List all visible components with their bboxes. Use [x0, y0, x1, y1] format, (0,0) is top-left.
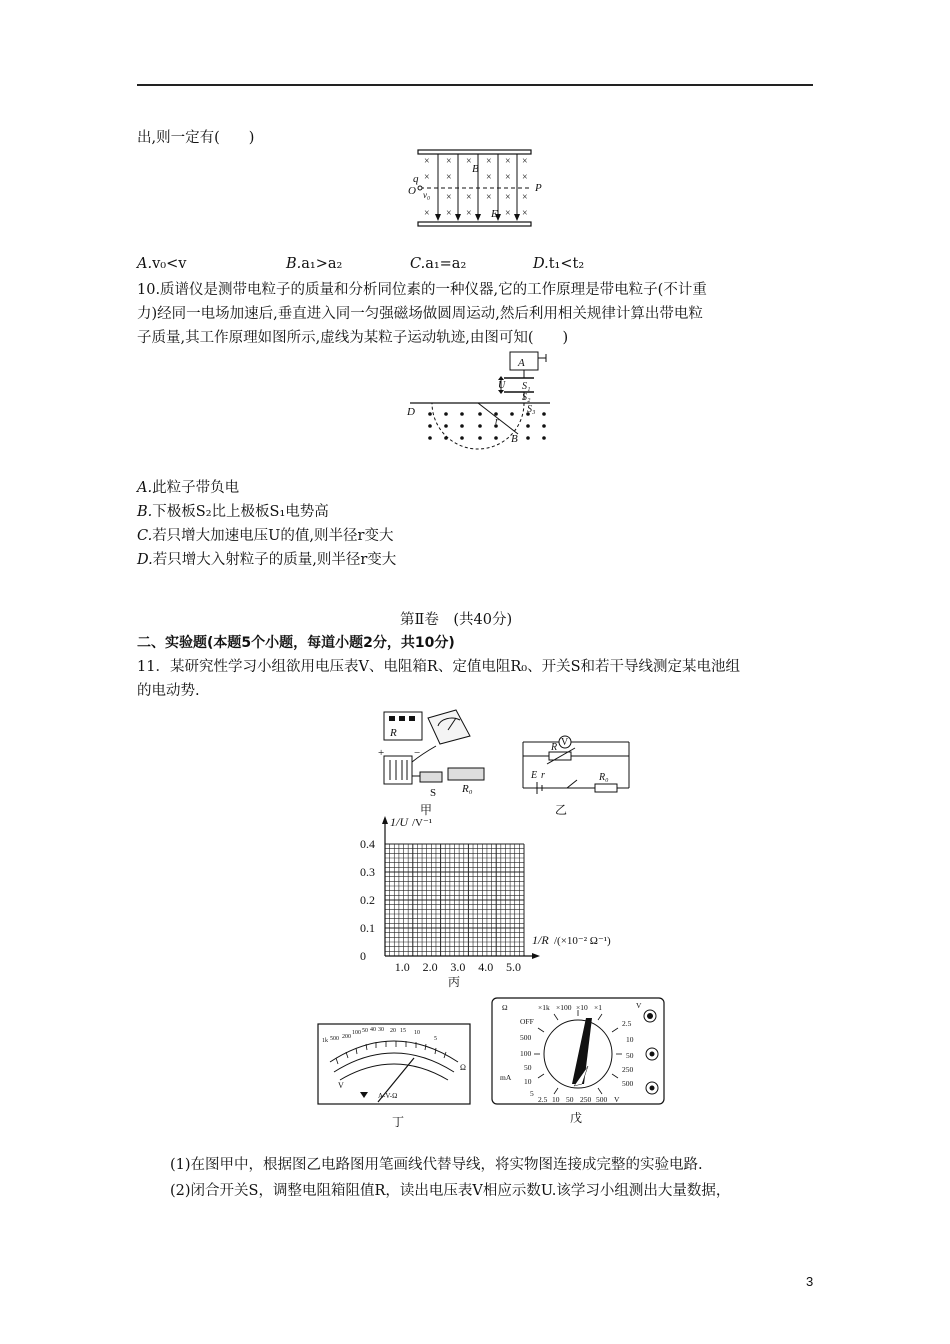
q10-option-a: A.此粒子带负电: [137, 480, 240, 496]
q10-option-d: D.若只增大入射粒子的质量,则半径r变大: [137, 552, 397, 568]
ding-label-ohm: Ω: [460, 1063, 466, 1072]
wu-bottom-2-5: 2.5: [538, 1095, 548, 1104]
q9-fig-label-o: O: [408, 185, 416, 197]
svg-text:×: ×: [446, 156, 452, 167]
jia-label-r: R: [390, 727, 397, 739]
bing-y-unit: /V⁻¹: [412, 817, 433, 829]
wu-right-v: V: [636, 1001, 642, 1010]
svg-text:×: ×: [522, 192, 528, 203]
ding-label-avo: A-V-Ω: [378, 1092, 398, 1100]
wu-top-x1k: ×1k: [538, 1003, 550, 1012]
jia-label-plus: +: [378, 747, 385, 759]
bing-caption: 丙: [448, 975, 461, 989]
bing-y-tick-label: 0.4: [360, 837, 375, 851]
wu-bottom-500: 500: [596, 1095, 608, 1104]
q11-fig-ding-meter: [316, 1022, 476, 1132]
ding-label-1k: 1k: [322, 1038, 328, 1044]
q10-option-b: B.下极板S₂比上极板S₁电势高: [137, 504, 329, 520]
bing-x-tick-label: 1.0: [394, 960, 410, 974]
ding-label-10: 10: [414, 1030, 420, 1036]
q11-step-1: (1)在图甲中，根据图乙电路图用笔画线代替导线，将实物图连接成完整的实验电路.: [170, 1157, 703, 1173]
q10-fig-label-s1: S₁: [522, 381, 531, 392]
ding-label-200: 200: [342, 1034, 351, 1040]
q10-fig-label-d: D: [407, 406, 415, 418]
wu-bottom-10: 10: [552, 1095, 560, 1104]
svg-text:×: ×: [424, 172, 430, 183]
part2-title: 第Ⅱ卷 (共40分): [400, 612, 513, 628]
jia-label-s: S: [430, 787, 437, 799]
ding-label-20: 20: [390, 1028, 396, 1034]
yi-label-r-internal: r: [541, 770, 545, 781]
q9-fig-label-b: B: [472, 163, 479, 175]
wu-right-250: 250: [622, 1065, 634, 1074]
svg-text:×: ×: [505, 192, 511, 203]
q11-line-1: 11．某研究性学习小组欲用电压表V、电阻箱R、定值电阻R₀、开关S和若干导线测定某电池组: [137, 659, 740, 675]
q9-stem-tail: 出,则一定有( ): [137, 130, 255, 146]
ding-label-15: 15: [400, 1028, 406, 1034]
q9-fig-label-e: E: [491, 208, 498, 220]
q10-fig-label-b: B: [511, 433, 518, 445]
svg-text:×: ×: [466, 156, 472, 167]
svg-text:×: ×: [446, 192, 452, 203]
wu-left-ma: mA: [500, 1073, 512, 1082]
svg-text:×: ×: [522, 208, 528, 219]
wu-left-50: 50: [524, 1063, 532, 1072]
q10-mass-spectrometer-figure: [400, 348, 560, 448]
jia-label-minus: −: [414, 747, 421, 759]
header-rule: [137, 84, 813, 86]
wu-top-x10: ×10: [576, 1003, 588, 1012]
bing-y-label: 1/U: [390, 815, 408, 829]
q9-option-c: C.a₁=a₂: [410, 256, 467, 272]
svg-text:×: ×: [522, 172, 528, 183]
wu-left-off: OFF: [520, 1017, 534, 1026]
ding-label-v: V: [338, 1081, 344, 1090]
ding-label-40: 40: [370, 1027, 376, 1033]
bing-x-tick-label: 3.0: [450, 960, 466, 974]
q9-option-a: A.v₀<v: [137, 256, 187, 272]
bing-x-unit: /(×10⁻² Ω⁻¹): [554, 935, 611, 947]
wu-left-ohm: Ω: [502, 1003, 508, 1012]
wu-caption: 戊: [570, 1111, 583, 1125]
q9-fig-label-p: P: [535, 182, 542, 194]
svg-text:×: ×: [505, 156, 511, 167]
q9-option-b: B.a₁>a₂: [286, 256, 343, 272]
bing-y-tick-label: 0.1: [360, 921, 375, 935]
svg-text:×: ×: [486, 172, 492, 183]
page-number: 3: [806, 1274, 814, 1289]
q9-fig-label-q: q: [413, 173, 419, 185]
q11-fig-wu-selector: [490, 996, 670, 1126]
q9-field-figure: [400, 148, 560, 230]
q10-line-2: 力)经同一电场加速后,垂直进入同一匀强磁场做圆周运动,然后利用相关规律计算出带电粒: [137, 306, 703, 322]
bing-y-tick-label: 0.3: [360, 865, 375, 879]
jia-caption: 甲: [420, 803, 433, 817]
yi-label-e: E: [531, 770, 538, 781]
ding-label-100: 100: [352, 1030, 361, 1036]
wu-right-500: 500: [622, 1079, 634, 1088]
svg-text:×: ×: [505, 172, 511, 183]
wu-bottom-v: V: [614, 1095, 620, 1104]
ding-label-5: 5: [434, 1036, 437, 1042]
wu-right-10: 10: [626, 1035, 634, 1044]
svg-text:×: ×: [486, 156, 492, 167]
bing-x-label: 1/R: [532, 933, 549, 947]
bing-x-tick-label: 2.0: [422, 960, 438, 974]
yi-label-r: R: [551, 742, 558, 753]
yi-label-v: V: [561, 737, 569, 748]
wu-bottom-50: 50: [566, 1095, 574, 1104]
svg-text:×: ×: [424, 156, 430, 167]
ding-caption: 丁: [392, 1115, 405, 1129]
ding-label-30: 30: [378, 1027, 384, 1033]
q11-fig-jia: [376, 706, 496, 817]
bing-x-tick-label: 5.0: [506, 960, 521, 974]
q10-fig-label-u: U: [498, 380, 506, 391]
bing-y-tick-label: 0.2: [360, 893, 375, 907]
ding-label-500: 500: [330, 1036, 339, 1042]
q10-fig-label-s3: S₃: [527, 404, 536, 415]
section-heading: 二、实验题(本题5个小题，每道小题2分，共10分): [137, 635, 455, 651]
svg-text:×: ×: [466, 192, 472, 203]
q11-step-2: (2)闭合开关S，调整电阻箱阻值R，读出电压表V相应示数U.该学习小组测出大量数据，: [170, 1183, 731, 1199]
wu-right-2-5: 2.5: [622, 1019, 632, 1028]
q11-line-2: 的电动势.: [137, 683, 200, 699]
q10-line-3: 子质量,其工作原理如图所示,虚线为某粒子运动轨迹,由图可知( ): [137, 330, 569, 346]
q9-fig-label-v0: v₀: [423, 190, 431, 200]
bing-x-tick-label: 4.0: [478, 960, 494, 974]
yi-caption: 乙: [555, 803, 568, 817]
wu-bottom-250: 250: [580, 1095, 592, 1104]
svg-text:×: ×: [446, 172, 452, 183]
svg-text:×: ×: [522, 156, 528, 167]
svg-text:×: ×: [424, 208, 430, 219]
bing-y-tick-label: 0: [360, 949, 366, 963]
q10-option-c: C.若只增大加速电压U的值,则半径r变大: [137, 528, 394, 544]
svg-text:×: ×: [446, 208, 452, 219]
wu-left-5: 5: [530, 1089, 534, 1098]
wu-left-10: 10: [524, 1077, 532, 1086]
q10-fig-label-r: r: [495, 416, 499, 427]
jia-label-r0: R₀: [462, 783, 473, 795]
q9-option-d: D.t₁<t₂: [533, 256, 585, 272]
q11-fig-bing-graph: [340, 812, 650, 992]
wu-top-x1: ×1: [594, 1003, 602, 1012]
svg-text:×: ×: [505, 208, 511, 219]
q10-fig-label-s2: S₂: [522, 392, 531, 403]
svg-text:×: ×: [486, 192, 492, 203]
q10-fig-label-a: A: [518, 357, 525, 369]
svg-text:×: ×: [466, 208, 472, 219]
wu-top-x100: ×100: [556, 1003, 572, 1012]
yi-label-r0: R₀: [599, 772, 609, 783]
q11-fig-yi: [517, 736, 637, 817]
wu-left-500: 500: [520, 1033, 532, 1042]
ding-label-50: 50: [362, 1028, 368, 1034]
wu-right-50: 50: [626, 1051, 634, 1060]
wu-left-100: 100: [520, 1049, 532, 1058]
q10-line-1: 10.质谱仪是测带电粒子的质量和分析同位素的一种仪器,它的工作原理是带电粒子(不计重: [137, 282, 707, 298]
